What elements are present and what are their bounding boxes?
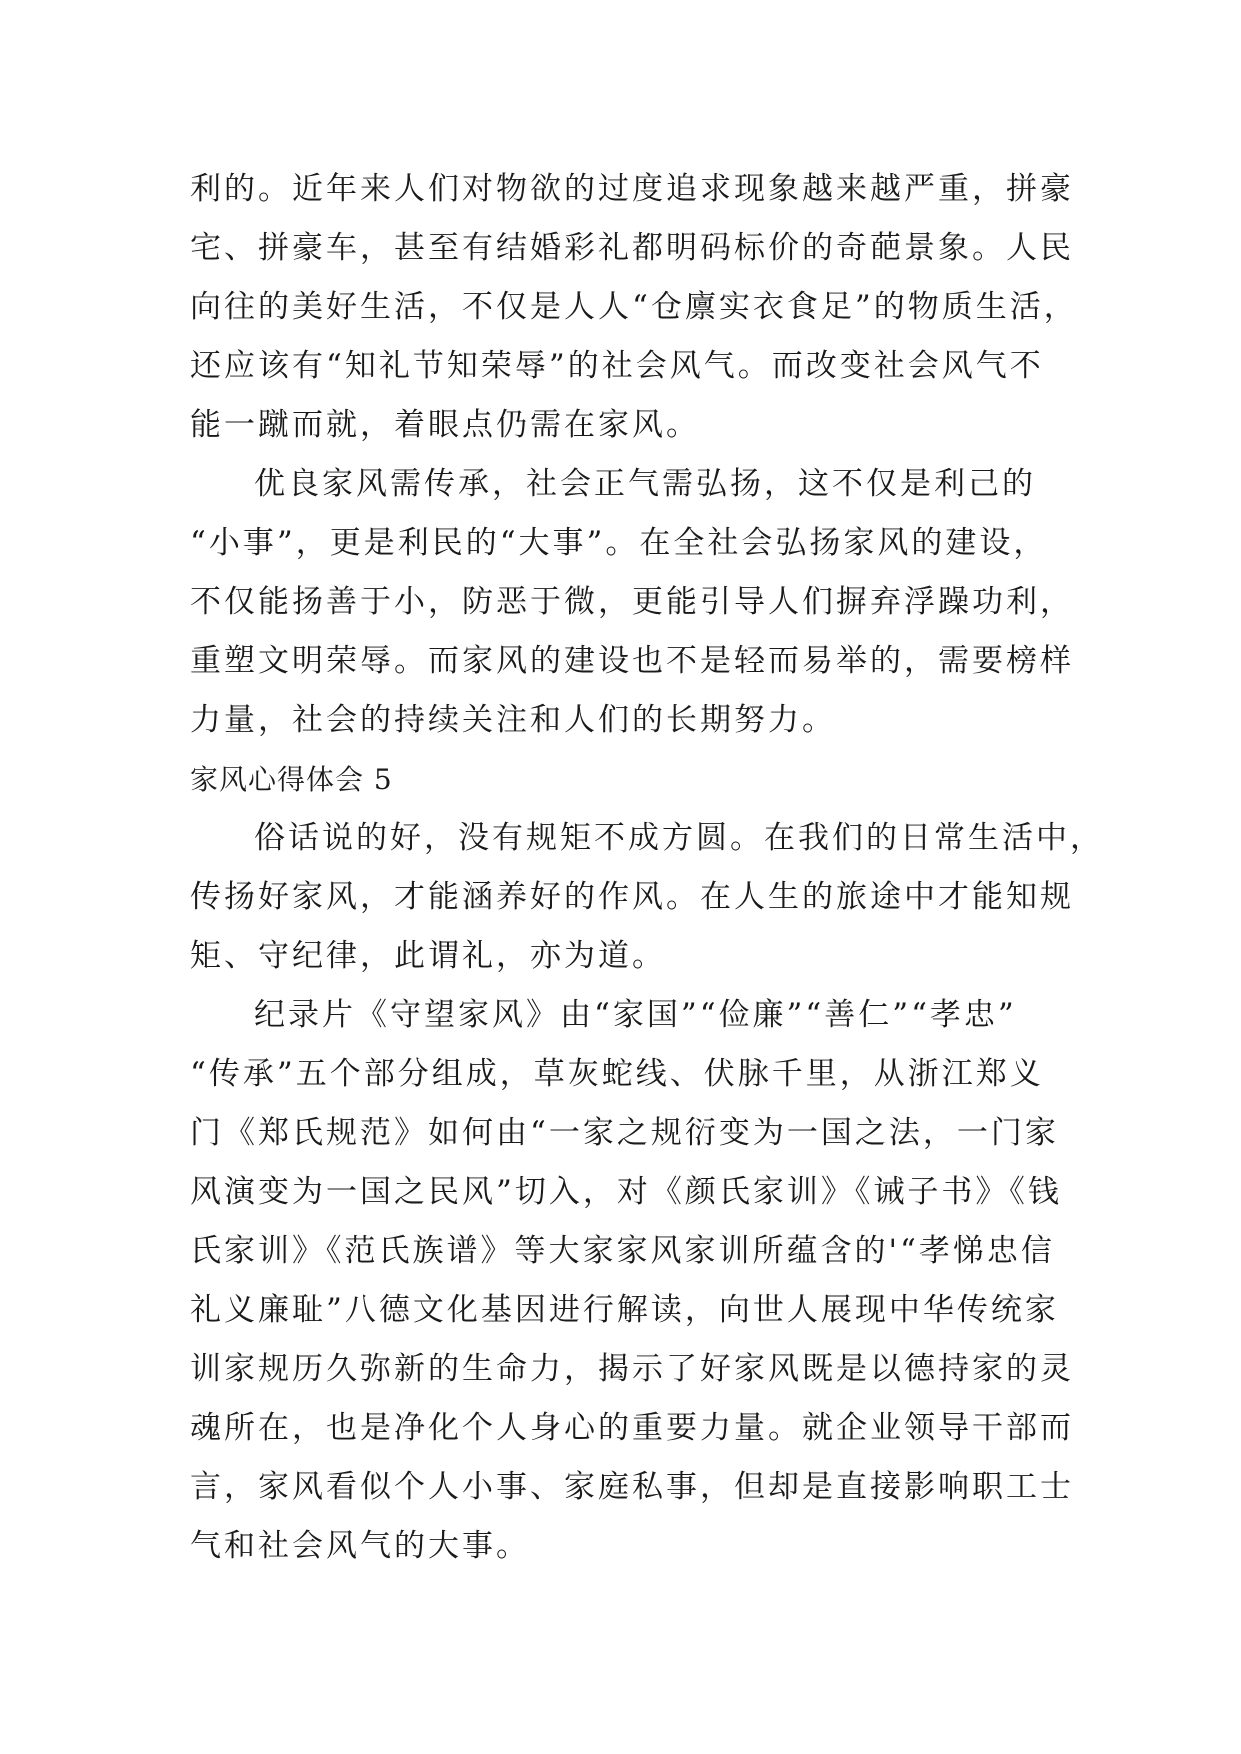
text-line: “传承”五个部分组成，草灰蛇线、伏脉千里，从浙江郑义 [190, 1056, 1044, 1092]
text-line: 不仅能扬善于小，防恶于微，更能引导人们摒弃浮躁功利， [190, 584, 1074, 620]
text-line: 言，家风看似个人小事、家庭私事，但却是直接影响职工士 [190, 1469, 1074, 1505]
text-line: 力量，社会的持续关注和人们的长期努力。 [190, 702, 836, 738]
text-line: 传扬好家风，才能涵养好的作风。在人生的旅途中才能知规 [190, 879, 1074, 915]
text-line: 还应该有“知礼节知荣辱”的社会风气。而改变社会风气不 [190, 348, 1044, 384]
text-line: “小事”，更是利民的“大事”。在全社会弘扬家风的建设， [190, 525, 1048, 561]
text-line: 礼义廉耻”八德文化基因进行解读，向世人展现中华传统家 [190, 1292, 1059, 1328]
paragraph-3 [190, 809, 1104, 986]
document-body [190, 160, 1104, 1576]
paragraph-1 [190, 160, 1078, 455]
text-line: 气和社会风气的大事。 [190, 1528, 530, 1564]
text-line: 宅、拼豪车，甚至有结婚彩礼都明码标价的奇葩景象。人民 [190, 230, 1074, 266]
text-line: 矩、守纪律，此谓礼，亦为道。 [190, 938, 666, 974]
paragraph-2 [190, 455, 1074, 750]
text-line: 门《郑氏规范》如何由“一家之规衍变为一国之法，一门家 [190, 1115, 1059, 1151]
text-line: 能一蹴而就，着眼点仍需在家风。 [190, 407, 700, 443]
text-line: 俗话说的好，没有规矩不成方圆。在我们的日常生活中， [254, 820, 1104, 856]
section-heading: 家风心得体会 5 [190, 763, 393, 796]
text-line: 向往的美好生活，不仅是人人“仓廪实衣食足”的物质生活， [190, 289, 1078, 325]
text-line: 魂所在，也是净化个人身心的重要力量。就企业领导干部而 [190, 1410, 1074, 1446]
text-line: 训家规历久弥新的生命力，揭示了好家风既是以德持家的灵 [190, 1351, 1074, 1387]
text-line: 利的。近年来人们对物欲的过度追求现象越来越严重，拼豪 [190, 171, 1074, 207]
text-line: 氏家训》《范氏族谱》等大家家风家训所蕴含的'“孝悌忠信 [190, 1233, 1055, 1269]
text-line: 风演变为一国之民风”切入，对《颜氏家训》《诫子书》《钱 [190, 1174, 1062, 1210]
text-line: 重塑文明荣辱。而家风的建设也不是轻而易举的，需要榜样 [190, 643, 1074, 679]
text-line: 纪录片《守望家风》由“家国”“俭廉”“善仁”“孝忠” [254, 997, 1017, 1033]
paragraph-4 [190, 986, 1074, 1576]
text-line: 优良家风需传承，社会正气需弘扬，这不仅是利己的 [254, 466, 1036, 502]
